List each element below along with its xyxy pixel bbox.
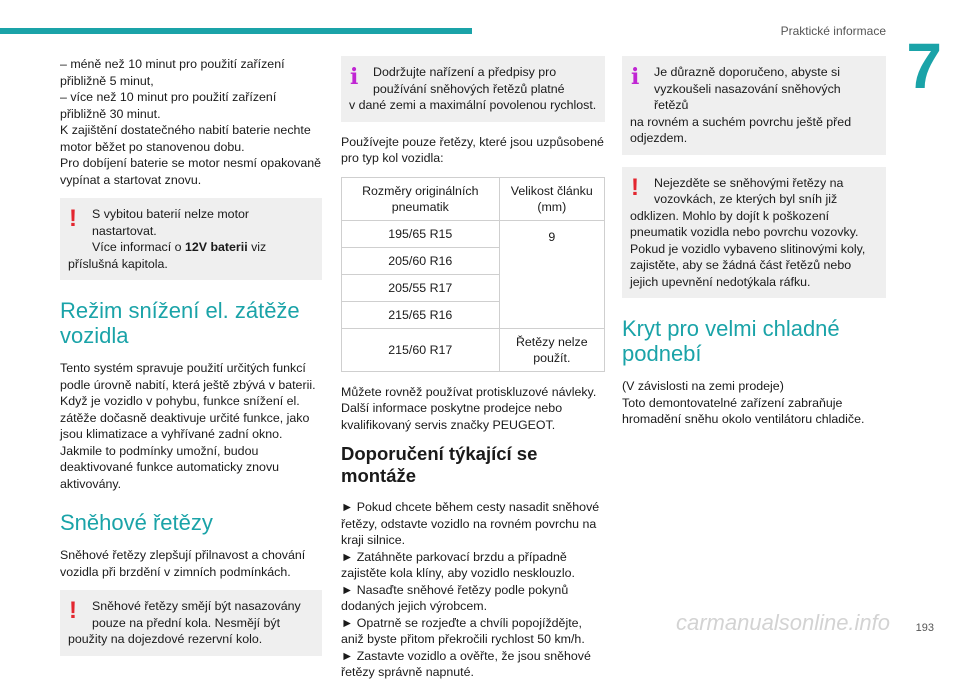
info-box-regulations: i Dodržujte nařízení a předpisy pro používání sněhových řetězů platné v dané zemi a maximální povolenou rychlost. — [341, 56, 605, 122]
table-header-link-size: Velikost článku (mm) — [499, 177, 604, 220]
cold-climate-text: (V závislosti na zemi prodeje) Toto demontovatelné zařízení zabraňuje hromadění sněhu okolo ventilátoru chladiče. — [622, 379, 865, 426]
table-row: 215/60 R17 Řetězy nelze použít. — [342, 328, 605, 371]
warning-box-battery: ! S vybitou baterií nelze motor nastartovat. Více informací o 12V baterii viz příslušná kapitola. — [60, 198, 322, 280]
table-row: 205/60 R16 — [342, 247, 605, 274]
info-i-icon: i — [631, 64, 640, 90]
table-row: 215/65 R16 — [342, 301, 605, 328]
heading-mounting: Doporučení týkající se montáže — [341, 443, 538, 486]
header-accent-bar — [0, 28, 472, 34]
info-box-practice: i Je důrazně doporučeno, abyste si vyzkoušeli nasazování sněhových řetězů na rovném a suchém povrchu ještě před odjezdem. — [622, 56, 886, 155]
watermark: carmanualsonline.info — [676, 610, 891, 635]
warning-box-front-wheels: ! Sněhové řetězy smějí být nasazovány pouze na přední kola. Nesmějí být použity na dojezdové rezervní kolo. — [60, 590, 322, 656]
tyre-chain-table — [341, 177, 605, 372]
warning-exclamation-icon: ! — [69, 205, 77, 232]
column-2 — [341, 56, 605, 691]
warning-exclamation-icon: ! — [631, 173, 639, 201]
warning-line-1: S vybitou baterií nelze motor nastartovat. — [92, 207, 250, 238]
warning-box-cleared-roads: ! Nejezděte se sněhovými řetězy na vozovkách, ze kterých byl sníh již odklizen. Mohlo by dojít k poškození pneumatik vozidla nebo povrchu vozovky. Pokud je vozidlo vybaveno slitinovými koly, zajistěte, aby se žádná část řetězů nebo jejich upevnění nedotýkala ráfku. — [622, 167, 886, 299]
battery-link-text: 12V baterii — [184, 240, 248, 254]
heading-snow-chains: Sněhové řetězy — [60, 510, 213, 535]
table-header-tyres: Rozměry originálních pneumatik — [342, 177, 500, 220]
table-row: 205/55 R17 — [342, 274, 605, 301]
warning-exclamation-icon: ! — [69, 597, 77, 624]
page-number: 193 — [915, 622, 934, 634]
chain-size-cell: 9 — [499, 220, 604, 328]
heading-cold-climate-cover: Kryt pro velmi chladné podnebí — [622, 316, 840, 366]
mounting-steps: ► Pokud chcete během cesty nasadit sněhové řetězy, odstavte vozidlo na rovném povrchu na kraji silnice. ► Zatáhněte parkovací brzdu a případně zajistěte kola klíny, aby vozidlo nesklouzlo. ► Nasaďte sněhové řetězy podle pokynů dodaných jejich výrobcem. ► Opatrně se rozjeďte a chvíli popojíždějte, aniž byste přitom překročili rychlost 50 km/h. ► Zastavte vozidlo a ověřte, že jsou sněhové řetězy správně napnuté. — [341, 500, 600, 679]
section-title: Praktické informace — [780, 24, 886, 38]
chapter-number: 7 — [906, 30, 942, 102]
column-3 — [622, 56, 886, 438]
table-row: 195/65 R15 9 — [342, 220, 605, 247]
column-1 — [60, 56, 322, 668]
load-reduction-text: Tento systém spravuje použití určitých funkcí podle úrovně nabití, která ještě zbývá v baterii. Když je vozidlo v pohybu, funkce snížení el. zátěže dočasně deaktivuje určité funkce, jako jsou klimatizace a vyhřívané zadní okno. Jakmile to podmínky umožní, budou deaktivované funkce automaticky znovu aktivovány. — [60, 361, 316, 491]
heading-load-reduction: Režim snížení el. zátěže vozidla — [60, 298, 300, 348]
info-i-icon: i — [350, 64, 359, 90]
additional-info-text: Můžete rovněž používat protiskluzové návleky. Další informace poskytne prodejce nebo kvalifikovaný servis značky PEUGEOT. — [341, 384, 597, 432]
snow-chains-text: Sněhové řetězy zlepšují přilnavost a chování vozidla při brzdění v zimních podmínkách. — [60, 548, 306, 579]
battery-charging-text: – méně než 10 minut pro použití zařízení přibližně 5 minut, – více než 10 minut pro použití zařízení přibližně 30 minut. K zajištění dostatečného nabití baterie nechte motor běžet po stanovenou dobu. Pro dobíjení baterie se motor nesmí opakovaně vypínat a startovat znovu. — [60, 57, 322, 187]
chain-usage-text: Používejte pouze řetězy, které jsou uzpůsobené pro typ kol vozidla: — [341, 134, 604, 165]
